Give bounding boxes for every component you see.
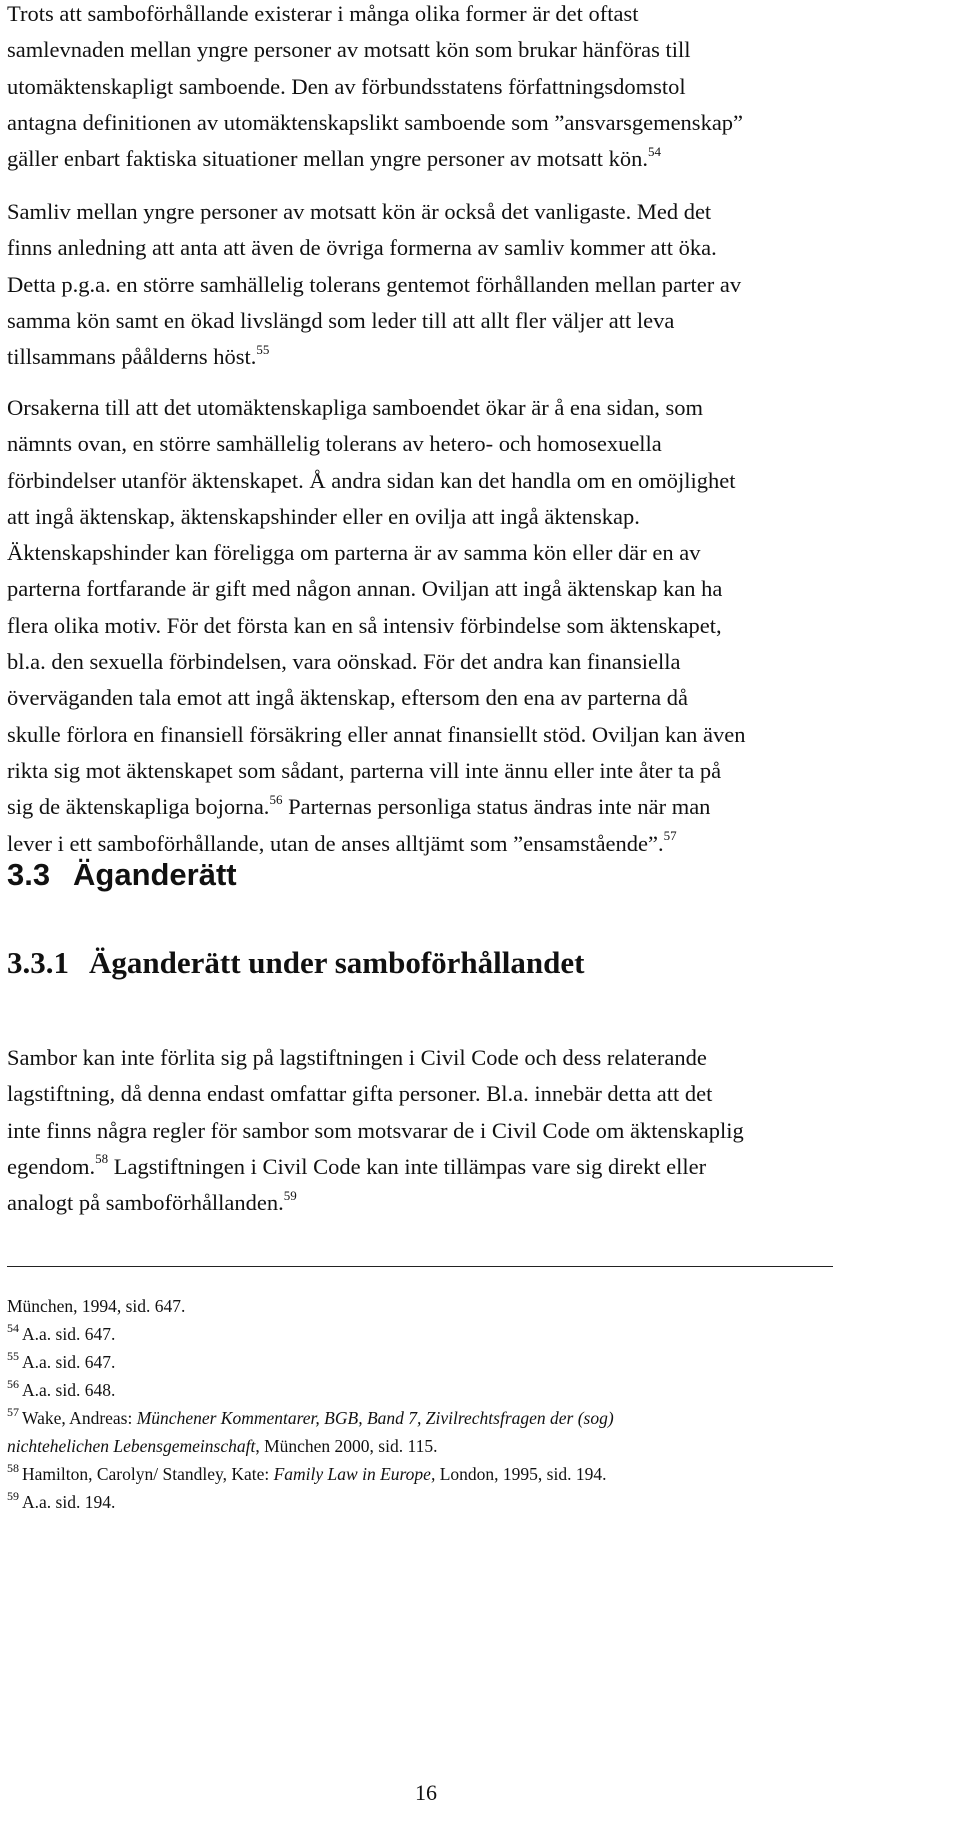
text-line: Samliv mellan yngre personer av motsatt kön är också det vanligaste. Med det (7, 199, 712, 224)
text-line: att ingå äktenskap, äktenskapshinder eller en ovilja att ingå äktenskap. (7, 503, 640, 529)
footnote-number: 56 (7, 1377, 19, 1392)
text-line (7, 141, 743, 177)
text-line: Sambor kan inte förlita sig på lagstiftningen i Civil Code och dess relaterande (7, 1045, 707, 1070)
text-line (7, 339, 741, 375)
footnotes (7, 1292, 614, 1516)
paragraph-1 (7, 0, 743, 177)
text-line: inte finns några regler för sambor som motsvarar de i Civil Code om äktenskaplig (7, 1117, 744, 1143)
footnote-54 (7, 1320, 614, 1348)
footnote-number: 57 (7, 1405, 19, 1420)
text-line: överväganden tala emot att ingå äktenskap, eftersom den ena av parterna då (7, 685, 688, 711)
text-line: skulle förlora en finansiell försäkring eller annat finansiellt stöd. Oviljan kan även (7, 721, 746, 747)
text-line: lagstiftning, då denna endast omfattar gifta personer. Bl.a. innebär detta att det (7, 1081, 713, 1107)
page-number: 16 (415, 1780, 437, 1805)
footnote-text: Wake, Andreas: (22, 1408, 137, 1428)
footnote-separator (7, 1266, 833, 1267)
text-segment: tillsammans påålderns höst. (7, 344, 257, 370)
text-line: antagna definitionen av utomäktenskapslikt samboende som ”ansvarsgemenskap” (7, 109, 744, 135)
footnote-ref[interactable]: 57 (663, 828, 677, 844)
footnote-57 (7, 1404, 614, 1432)
footnote-text: A.a. sid. 647. (22, 1352, 116, 1372)
text-line: förbindelser utanför äktenskapet. Å andra sidan kan det handla om en omöjlighet (7, 467, 736, 493)
footnote-italic-text: nichtehelichen Lebensgemeinschaft (7, 1436, 256, 1456)
text-segment: Lagstiftningen i Civil Code kan inte tillämpas vare sig direkt eller (108, 1153, 707, 1179)
footnote-58 (7, 1460, 614, 1488)
subsection-heading (7, 943, 584, 983)
footnote-continuation: München, 1994, sid. 647. (7, 1296, 186, 1316)
footnote-text: A.a. sid. 648. (22, 1380, 116, 1400)
footnote-text: A.a. sid. 647. (22, 1324, 116, 1344)
footnote-55 (7, 1348, 614, 1376)
paragraph-2 (7, 194, 741, 375)
footnote-number: 55 (7, 1349, 19, 1364)
footnote-text: , München 2000, sid. 115. (255, 1436, 438, 1456)
text-segment: sig de äktenskapliga bojorna. (7, 794, 270, 820)
text-segment: gäller enbart faktiska situationer mellan yngre personer av motsatt kön. (7, 146, 649, 172)
text-line: samlevnaden mellan yngre personer av motsatt kön som brukar hänföras till (7, 37, 691, 63)
text-segment: lever i ett samboförhållande, utan de anses alltjämt som ”ensamstående”. (7, 830, 664, 856)
footnote-number: 58 (7, 1461, 19, 1476)
footnote-56 (7, 1376, 614, 1404)
footnote-italic-text: Münchener Kommentarer, BGB, Band 7, Zivilrechtsfragen der (sog) (136, 1408, 614, 1428)
section-heading (7, 855, 237, 895)
footnote-ref[interactable]: 54 (648, 143, 662, 159)
footnote-59 (7, 1488, 614, 1516)
text-line: Äktenskapshinder kan föreligga om parterna är av samma kön eller där en av (7, 540, 701, 566)
footnote-57-cont (7, 1432, 614, 1460)
footnote-ref[interactable]: 58 (95, 1151, 109, 1167)
text-line: Trots att samboförhållande existerar i många olika former är det oftast (7, 1, 639, 26)
text-line: Detta p.g.a. en större samhällelig tolerans gentemot förhållanden mellan parter av (7, 271, 742, 297)
footnote-ref[interactable]: 56 (269, 791, 283, 807)
text-line: nämnts ovan, en större samhällelig tolerans av hetero- och homosexuella (7, 431, 662, 457)
section-title: Äganderätt (73, 857, 237, 892)
footnote-text: London, 1995, sid. 194. (435, 1464, 607, 1484)
text-segment: Parternas personliga status ändras inte när man (282, 794, 711, 820)
footnote-italic-text: Family Law in Europe, (273, 1464, 436, 1484)
text-segment: egendom. (7, 1153, 96, 1179)
footnote-number: 59 (7, 1489, 19, 1504)
subsection-title: Äganderätt under samboförhållandet (89, 945, 585, 980)
footnote-ref[interactable]: 59 (283, 1187, 297, 1203)
text-line: utomäktenskapligt samboende. Den av förbundsstatens författningsdomstol (7, 73, 686, 99)
text-line (7, 789, 746, 825)
text-segment: analogt på samboförhållanden. (7, 1190, 284, 1216)
text-line: parterna fortfarande är gift med någon annan. Oviljan att ingå äktenskap kan ha (7, 576, 723, 602)
text-line (7, 1149, 744, 1185)
text-line: finns anledning att anta att även de övriga formerna av samliv kommer att öka. (7, 235, 717, 261)
text-line: rikta sig mot äktenskapet som sådant, parterna vill inte ännu eller inte åter ta på (7, 757, 722, 783)
footnote-number: 54 (7, 1321, 19, 1336)
section-number: 3.3 (7, 857, 51, 892)
text-line: Orsakerna till att det utomäktenskapliga samboendet ökar är å ena sidan, som (7, 395, 704, 420)
text-line: samma kön samt en ökad livslängd som leder till att allt fler väljer att leva (7, 307, 675, 333)
text-line: flera olika motiv. För det första kan en så intensiv förbindelse som äktenskapet, (7, 612, 722, 638)
footnote-ref[interactable]: 55 (256, 341, 270, 357)
paragraph-3 (7, 390, 746, 862)
footnote-text: Hamilton, Carolyn/ Standley, Kate: (22, 1464, 274, 1484)
subsection-number: 3.3.1 (7, 945, 69, 980)
paragraph-4 (7, 1040, 744, 1221)
text-line (7, 1185, 744, 1221)
footnote-text: A.a. sid. 194. (22, 1492, 116, 1512)
text-line: bl.a. den sexuella förbindelsen, vara oönskad. För det andra kan finansiella (7, 649, 681, 675)
